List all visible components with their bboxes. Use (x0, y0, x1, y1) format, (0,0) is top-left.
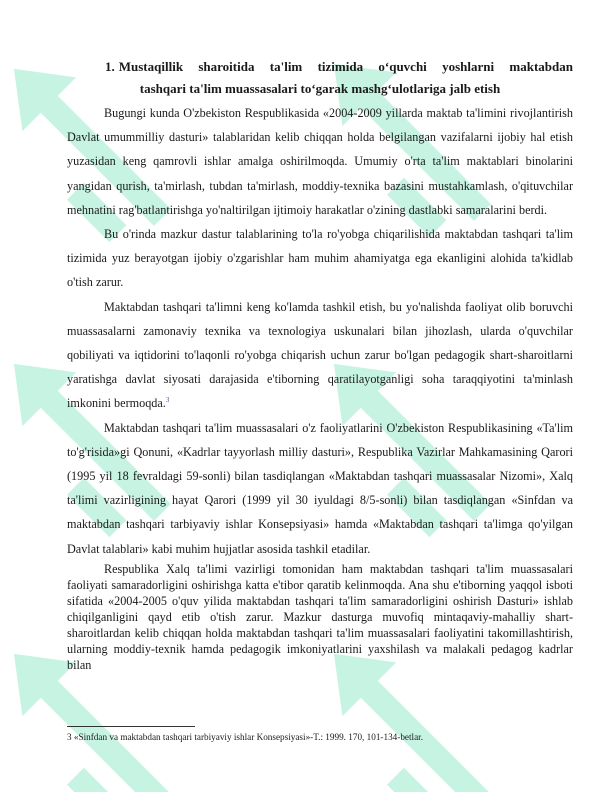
paragraph-5: Respublika Xalq ta'limi vazirligi tomonidan ham maktabdan tashqari ta'lim muassasalari faoliyati samaradorligini oshirishga katta e'tibor qaratib kelinmoqda. Ana shu e'tiborning yaqqol isboti sifatida «2004-2005 o'quv yilida maktabdan tashqari ta'lim samaradorligini oshirish Dasturi» ishlab chiqilganligini qayd etib o'tish zarur. Mazkur dasturga muvofiq mintaqaviy-mahalliy shart-sharoitlardan kelib chiqqan holda maktabdan tashqari ta'lim muassasalari faoliyatini takomillashtirish, ularning moddiy-texnik hamda pedagogik imkoniyatlarini yaxshilash va malakali pedagog kadrlar bilan (67, 561, 573, 672)
heading-line-1-text: Mustaqillik sharoitida ta'lim tizimida o‘quvchi yoshlarni maktabdan (118, 59, 573, 74)
heading-line-2: tashqari ta'lim muassasalari to‘garak mashg‘ulotlariga jalb etish (139, 81, 501, 96)
paragraph-2: Bu o'rinda mazkur dastur talablarining to'la ro'yobga chiqarilishida maktabdan tashqari ta'lim tizimida yuz berayotgan ijobiy o'zgarishlar ham muhim ahamiyatga ega ekanligini alohida ta'kidlab o'tish zarur. (67, 227, 573, 290)
paragraph-4: Maktabdan tashqari ta'lim muassasalari o'z faoliyatlarini O'zbekiston Respublikasining «Ta'lim to'g'risida»gi Qonuni, «Kadrlar tayyorlash milliy dasturi», Respublika Vazirlar Mahkamasining Qarori (1995 yil 18 fevraldagi 59-sonli) bilan tasdiqlangan «Maktabdan tashqari muassasalar Nizomi», Xalq ta'limi vazirligining hayat Qarori (1999 yil 30 iyuldagi 8/5-sonli) bilan tasdiqlangan «Sinfdan va maktabdan tashqari tarbiyaviy ishlar Konsepsiyasi» hamda «Maktabdan tashqari ta'limga qo'yilgan Davlat talablari» kabi muhim hujjatlar asosida tashkil etadilar. (67, 420, 573, 556)
heading-line-1 (67, 56, 573, 78)
paragraph-3 (67, 295, 573, 416)
heading-number: 1. (105, 59, 115, 74)
footnote-separator (67, 726, 195, 727)
document-body (67, 56, 573, 673)
paragraph-1: Bugungi kunda O'zbekiston Respublikasida «2004-2009 yillarda maktab ta'limini rivojlantirish Davlat umummilliy dasturi» talablaridan kelib chiqqan holda belgilangan vazifalarni ijobiy hal etish yuzasidan keng qamrovli ishlar amalga oshirilmoqda. Umumiy o'rta ta'lim maktablari binolarini yangidan qurish, ta'mirlash, tubdan ta'mirlash, moddiy-texnika bazasini mustahkamlash, o'qituvchilar mehnatini rag'batlantirishga yo'naltirilgan ijtimoiy harakatlar o'zining dastlabki samaralarini berdi. (67, 106, 573, 217)
footnote-reference[interactable]: 3 (165, 396, 170, 405)
section-heading (67, 56, 573, 100)
paragraph-3-text: Maktabdan tashqari ta'limni keng ko'lamda tashkil etish, bu yo'nalishda faoliyat olib boruvchi muassasalarni zamonaviy texnika va texnologiya uskunalari bilan jihozlash, ularda o'quvchilar qobiliyati va iqtidorini to'laqonli ro'yobga chiqarish uchun zarur bo'lgan pedagogik shart-sharoitlarni yaratishga davlat siyosati darajasida e'tiborning qaratilayotganligi soha taraqqiyotini ta'minlash imkonini bermoqda. (67, 299, 573, 411)
footnote: 3 «Sinfdan va maktabdan tashqari tarbiyaviy ishlar Konsepsiyasi»-T.: 1999. 170, 101-134-betlar. (67, 732, 424, 742)
